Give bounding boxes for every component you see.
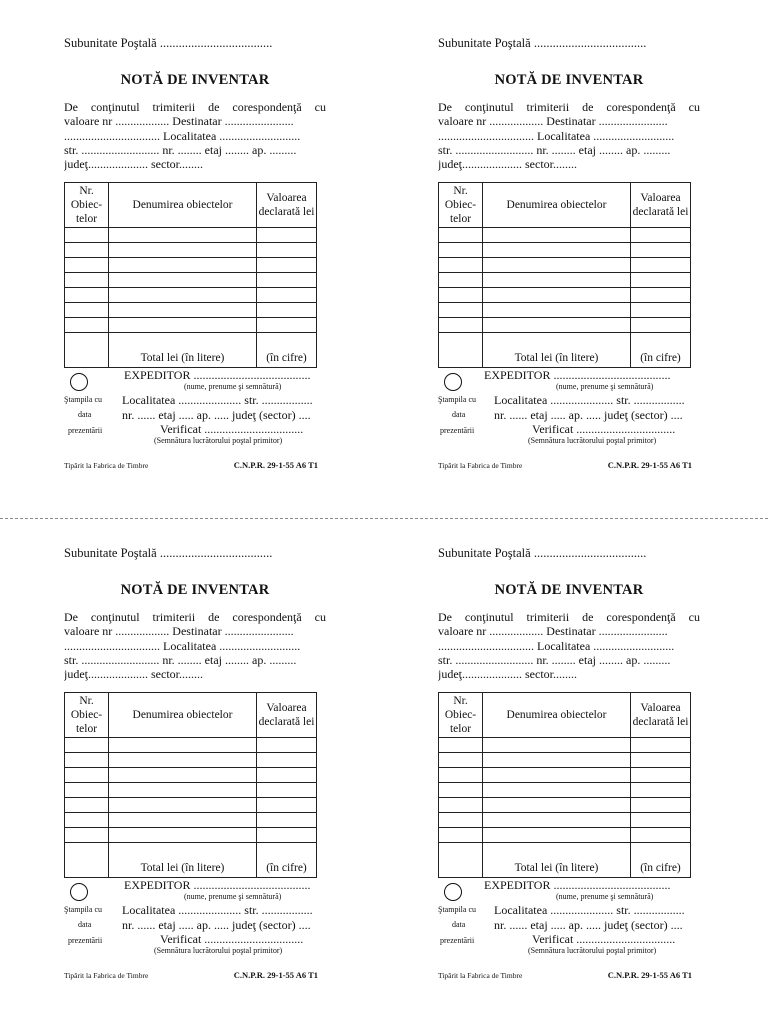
column-header-item-name: Denumirea obiectelor <box>483 693 631 738</box>
form-title: NOTĂ DE INVENTAR <box>120 72 270 88</box>
postal-subunit-field: Subunitate Poştală .................................... <box>64 36 273 50</box>
inventory-table <box>64 692 317 878</box>
form-title: NOTĂ DE INVENTAR <box>494 582 644 598</box>
stamp-label-date: data <box>452 920 466 929</box>
postal-subunit-field: Subunitate Poştală .................................... <box>64 546 273 560</box>
total-in-figures: (în cifre) <box>257 333 317 368</box>
stamp-circle-icon <box>444 373 462 391</box>
column-header-declared-value: Valoarea declarată lei <box>631 693 691 738</box>
inventory-form-top-left <box>64 36 326 506</box>
county-sector-line: judeţ.................... sector........ <box>64 667 203 681</box>
column-header-declared-value: Valoarea declarată lei <box>631 183 691 228</box>
street-line: str. .......................... nr. ........ etaj ........ ap. ......... <box>438 143 671 157</box>
table-row <box>439 303 691 318</box>
table-row <box>439 258 691 273</box>
table-row <box>439 273 691 288</box>
table-row <box>439 288 691 303</box>
inventory-table <box>438 692 691 878</box>
column-header-item-name: Denumirea obiectelor <box>109 183 257 228</box>
column-header-item-name: Denumirea obiectelor <box>109 693 257 738</box>
printer-note: Tipărit la Fabrica de Timbre <box>438 461 523 470</box>
total-in-words: Total lei (în litere) <box>109 333 257 368</box>
street-line: str. .......................... nr. ........ etaj ........ ap. ......... <box>438 653 671 667</box>
sender-locality-line: Localitatea ..................... str. ................. <box>122 903 313 917</box>
sender-locality-line: Localitatea ..................... str. ................. <box>494 393 685 407</box>
form-title: NOTĂ DE INVENTAR <box>494 72 644 88</box>
verified-note: (Semnătura lucrătorului poştal primitor) <box>528 436 657 445</box>
stamp-circle-icon <box>70 373 88 391</box>
column-header-item-number: Nr. Obiec- telor <box>65 183 109 228</box>
column-header-item-name: Denumirea obiectelor <box>483 183 631 228</box>
form-code: C.N.P.R. 29-1-55 A6 T1 <box>233 460 318 470</box>
street-line: str. .......................... nr. ........ etaj ........ ap. ......... <box>64 653 297 667</box>
sender-address-line: nr. ...... etaj ..... ap. ..... judeţ (sector) .... <box>494 918 683 932</box>
table-row <box>439 768 691 783</box>
form-code: C.N.P.R. 29-1-55 A6 T1 <box>607 970 692 980</box>
sender-locality-line: Localitatea ..................... str. ................. <box>494 903 685 917</box>
stamp-label-presentation: prezentării <box>68 936 103 945</box>
verified-line: Verificat ................................. <box>160 932 304 946</box>
table-row <box>439 243 691 258</box>
table-row <box>65 738 317 753</box>
table-row <box>65 318 317 333</box>
column-header-item-number: Nr. Obiec- telor <box>439 183 483 228</box>
content-intro-line: De conţinutul trimiterii de corespondenţă cu <box>438 100 700 114</box>
form-code: C.N.P.R. 29-1-55 A6 T1 <box>607 460 692 470</box>
table-row <box>65 288 317 303</box>
printer-note: Tipărit la Fabrica de Timbre <box>64 971 149 980</box>
inventory-table <box>64 182 317 368</box>
total-in-words: Total lei (în litere) <box>483 843 631 878</box>
stamp-circle-icon <box>70 883 88 901</box>
table-row <box>65 258 317 273</box>
value-recipient-line: valoare nr .................. Destinatar ....................... <box>64 624 294 638</box>
inventory-form-top-right <box>438 36 700 506</box>
postal-subunit-field: Subunitate Poştală .................................... <box>438 36 647 50</box>
sender-line: EXPEDITOR ....................................... <box>484 368 671 382</box>
content-intro-line: De conţinutul trimiterii de corespondenţă cu <box>64 100 326 114</box>
column-header-item-number: Nr. Obiec- telor <box>65 693 109 738</box>
column-header-declared-value: Valoarea declarată lei <box>257 183 317 228</box>
inventory-form-bottom-right <box>438 546 700 1016</box>
sender-note: (nume, prenume şi semnătură) <box>184 892 282 901</box>
sender-address-line: nr. ...... etaj ..... ap. ..... judeţ (sector) .... <box>494 408 683 422</box>
table-row <box>439 753 691 768</box>
stamp-label: Ştampila cu <box>438 905 476 914</box>
sender-note: (nume, prenume şi semnătură) <box>556 892 654 901</box>
verified-line: Verificat ................................. <box>532 422 676 436</box>
locality-line: ................................ Localitatea ........................... <box>64 129 301 143</box>
table-row <box>65 273 317 288</box>
value-recipient-line: valoare nr .................. Destinatar ....................... <box>64 114 294 128</box>
total-in-words: Total lei (în litere) <box>483 333 631 368</box>
stamp-label: Ştampila cu <box>64 905 102 914</box>
form-code: C.N.P.R. 29-1-55 A6 T1 <box>233 970 318 980</box>
content-intro-line: De conţinutul trimiterii de corespondenţă cu <box>438 610 700 624</box>
stamp-label: Ştampila cu <box>438 395 476 404</box>
cut-line <box>0 518 768 519</box>
total-in-figures: (în cifre) <box>631 843 691 878</box>
locality-line: ................................ Localitatea ........................... <box>64 639 301 653</box>
table-row <box>65 798 317 813</box>
verified-note: (Semnătura lucrătorului poştal primitor) <box>154 436 283 445</box>
verified-line: Verificat ................................. <box>532 932 676 946</box>
total-in-words: Total lei (în litere) <box>109 843 257 878</box>
sender-note: (nume, prenume şi semnătură) <box>184 382 282 391</box>
table-row <box>65 783 317 798</box>
sender-address-line: nr. ...... etaj ..... ap. ..... judeţ (sector) .... <box>122 918 311 932</box>
table-row <box>439 228 691 243</box>
locality-line: ................................ Localitatea ........................... <box>438 129 675 143</box>
sender-address-line: nr. ...... etaj ..... ap. ..... judeţ (sector) .... <box>122 408 311 422</box>
inventory-form-bottom-left <box>64 546 326 1016</box>
value-recipient-line: valoare nr .................. Destinatar ....................... <box>438 624 668 638</box>
sender-line: EXPEDITOR ....................................... <box>124 368 311 382</box>
table-row <box>439 318 691 333</box>
inventory-table <box>438 182 691 368</box>
locality-line: ................................ Localitatea ........................... <box>438 639 675 653</box>
stamp-label-presentation: prezentării <box>440 426 475 435</box>
printer-note: Tipărit la Fabrica de Timbre <box>438 971 523 980</box>
column-header-declared-value: Valoarea declarată lei <box>257 693 317 738</box>
county-sector-line: judeţ.................... sector........ <box>438 667 577 681</box>
county-sector-line: judeţ.................... sector........ <box>64 157 203 171</box>
sender-note: (nume, prenume şi semnătură) <box>556 382 654 391</box>
county-sector-line: judeţ.................... sector........ <box>438 157 577 171</box>
verified-note: (Semnătura lucrătorului poştal primitor) <box>528 946 657 955</box>
stamp-label: Ştampila cu <box>64 395 102 404</box>
table-row <box>439 798 691 813</box>
printer-note: Tipărit la Fabrica de Timbre <box>64 461 149 470</box>
table-row <box>439 783 691 798</box>
table-row <box>65 768 317 783</box>
table-row <box>65 228 317 243</box>
table-row <box>439 828 691 843</box>
total-in-figures: (în cifre) <box>631 333 691 368</box>
table-row <box>65 753 317 768</box>
table-row <box>65 813 317 828</box>
table-row <box>65 243 317 258</box>
table-row <box>439 813 691 828</box>
content-intro-line: De conţinutul trimiterii de corespondenţă cu <box>64 610 326 624</box>
sender-line: EXPEDITOR ....................................... <box>484 878 671 892</box>
value-recipient-line: valoare nr .................. Destinatar ....................... <box>438 114 668 128</box>
table-row <box>439 738 691 753</box>
sender-line: EXPEDITOR ....................................... <box>124 878 311 892</box>
street-line: str. .......................... nr. ........ etaj ........ ap. ......... <box>64 143 297 157</box>
table-row <box>65 303 317 318</box>
stamp-label-presentation: prezentării <box>68 426 103 435</box>
sender-locality-line: Localitatea ..................... str. ................. <box>122 393 313 407</box>
form-title: NOTĂ DE INVENTAR <box>120 582 270 598</box>
stamp-label-date: data <box>452 410 466 419</box>
verified-note: (Semnătura lucrătorului poştal primitor) <box>154 946 283 955</box>
stamp-label-date: data <box>78 920 92 929</box>
column-header-item-number: Nr. Obiec- telor <box>439 693 483 738</box>
total-in-figures: (în cifre) <box>257 843 317 878</box>
stamp-circle-icon <box>444 883 462 901</box>
stamp-label-date: data <box>78 410 92 419</box>
verified-line: Verificat ................................. <box>160 422 304 436</box>
table-row <box>65 828 317 843</box>
postal-subunit-field: Subunitate Poştală .................................... <box>438 546 647 560</box>
stamp-label-presentation: prezentării <box>440 936 475 945</box>
